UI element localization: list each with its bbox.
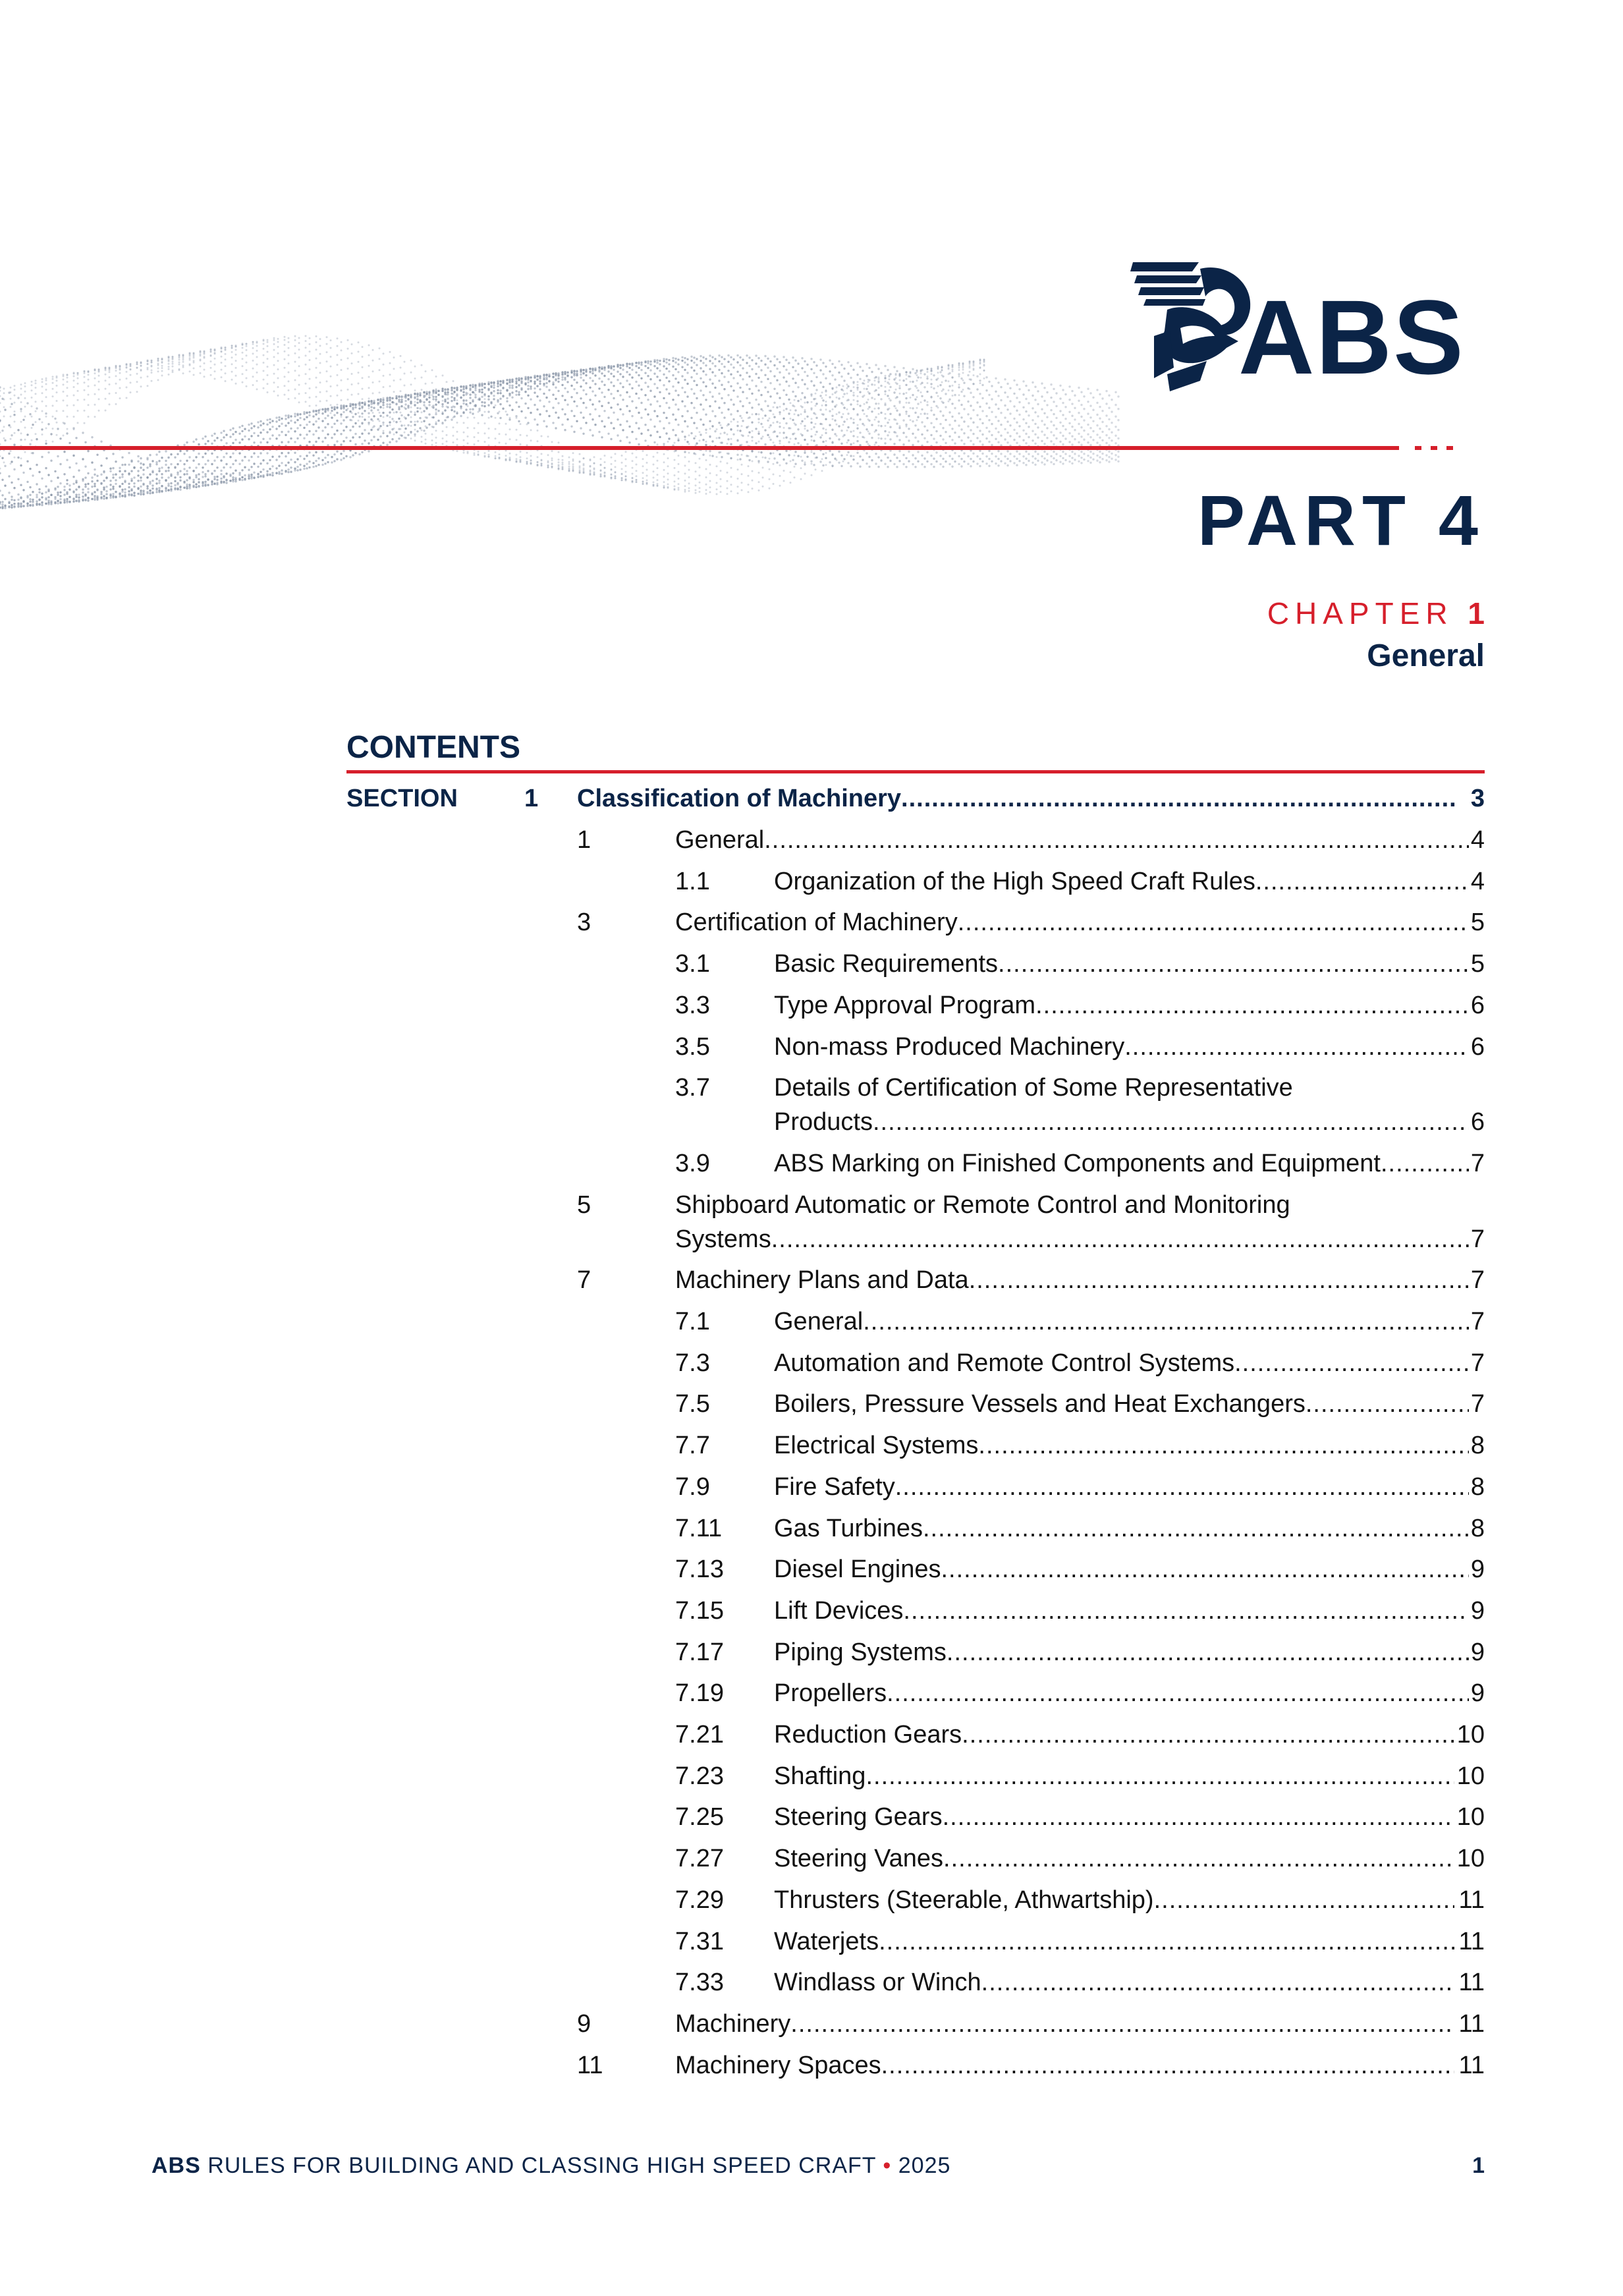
- toc-entry-page: 6: [1470, 988, 1485, 1022]
- toc-entry-number: 7: [577, 1266, 591, 1295]
- toc-entry-title: Steering Gears .....: [774, 1800, 1454, 1834]
- toc-entry-title: Gas Turbines .....: [774, 1511, 1469, 1546]
- toc-entry-page: 9: [1470, 1635, 1485, 1669]
- dotted-wave-decoration: [0, 244, 1120, 613]
- toc-entry-number: 7.9: [675, 1472, 710, 1501]
- footer-year: 2025: [898, 2153, 951, 2178]
- toc-entry-title: Windlass or Winch .....: [774, 1965, 1454, 2000]
- toc-entry-page: 5: [1470, 947, 1485, 981]
- toc-entry-page: 7: [1470, 1387, 1485, 1421]
- toc-entry-page: 4: [1470, 864, 1485, 899]
- contents-title: CONTENTS: [346, 730, 520, 765]
- toc-entry-page: 8: [1470, 1511, 1485, 1546]
- toc-entry-number: 3.1: [675, 950, 710, 978]
- toc-entry-number: 11: [577, 2051, 603, 2079]
- toc-entry-page: 11: [1458, 2048, 1485, 2083]
- footer-brand: ABS: [151, 2153, 201, 2178]
- toc-entry-page: 8: [1470, 1428, 1485, 1463]
- section-word: SECTION: [346, 785, 458, 812]
- section-title: Classification of Machinery .....: [577, 781, 1458, 816]
- section-page: 3: [1470, 781, 1485, 816]
- toc-entry-number: 7.25: [675, 1803, 724, 1832]
- toc-entry-number: 7.17: [675, 1638, 724, 1666]
- footer-bullet: •: [883, 2153, 892, 2178]
- toc-entry-page: 11: [1458, 1965, 1485, 2000]
- toc-entry-title: Lift Devices .....: [774, 1594, 1469, 1628]
- toc-entry-title: ABS Marking on Finished Components and Equipment .....: [774, 1146, 1469, 1181]
- toc-entry-title: General .....: [774, 1304, 1469, 1339]
- toc-entry-page: 9: [1470, 1552, 1485, 1586]
- page-footer: [151, 2154, 950, 2177]
- chapter-word: CHAPTER: [1267, 596, 1454, 630]
- toc-entry-title: Fire Safety .....: [774, 1470, 1469, 1504]
- toc-entry-page: 11: [1458, 1883, 1485, 1917]
- rule-dot: [1446, 446, 1453, 450]
- toc-entry-page: 10: [1456, 1841, 1485, 1876]
- toc-entry-title: Waterjets .....: [774, 1924, 1454, 1959]
- header-rule: [0, 446, 1399, 450]
- toc-entry-number: 3.7: [675, 1074, 710, 1102]
- rule-dot: [1431, 446, 1437, 450]
- toc-entry-title: Systems .....: [675, 1222, 1469, 1256]
- toc-entry-page: 7: [1470, 1346, 1485, 1380]
- toc-entry-title: Piping Systems .....: [774, 1635, 1469, 1669]
- chapter-heading: [1267, 598, 1485, 629]
- contents-rule: [346, 770, 1485, 773]
- toc-entry-number: 7.11: [675, 1514, 723, 1542]
- toc-entry-number: 1.1: [675, 867, 710, 895]
- toc-entry-title: Reduction Gears .....: [774, 1718, 1454, 1752]
- toc-entry-number: 7.21: [675, 1721, 724, 1749]
- toc-entry-number: 3.3: [675, 991, 710, 1019]
- toc-entry-title: Diesel Engines .....: [774, 1552, 1469, 1586]
- toc-entry-number: 7.29: [675, 1886, 724, 1914]
- toc-entry-number: 7.33: [675, 1969, 724, 1997]
- toc-entry-number: 9: [577, 2009, 591, 2038]
- toc-entry-title: Certification of Machinery .....: [675, 905, 1469, 939]
- toc-entry-number: 7.13: [675, 1555, 724, 1584]
- toc-entry-number: 7.1: [675, 1308, 710, 1335]
- toc-entry-page: 11: [1458, 2007, 1485, 2041]
- toc-entry-title: Products .....: [774, 1105, 1469, 1139]
- toc-entry-title-line1: Details of Certification of Some Representative: [774, 1074, 1293, 1102]
- toc-entry-page: 6: [1470, 1030, 1485, 1064]
- chapter-name: General: [1367, 638, 1485, 673]
- toc-entry-page: 8: [1470, 1470, 1485, 1504]
- toc-entry-title: Basic Requirements .....: [774, 947, 1469, 981]
- toc-entry-title: Type Approval Program .....: [774, 988, 1469, 1022]
- toc-entry-page: 7: [1470, 1263, 1485, 1297]
- toc-entry-title: Shafting .....: [774, 1759, 1454, 1793]
- part-title: PART 4: [1197, 480, 1485, 560]
- toc-entry-page: 4: [1470, 823, 1485, 857]
- toc-entry-page: 5: [1470, 905, 1485, 939]
- toc-entry-number: 7.5: [675, 1390, 710, 1418]
- toc-entry-title: Electrical Systems .....: [774, 1428, 1469, 1463]
- toc-entry-title: Automation and Remote Control Systems .....: [774, 1346, 1469, 1380]
- toc-entry-number: 7.7: [675, 1432, 710, 1460]
- rule-dot: [1415, 446, 1421, 450]
- toc-entry-page: 7: [1470, 1304, 1485, 1339]
- section-number: 1: [524, 785, 539, 812]
- toc-entry-title: General .....: [675, 823, 1469, 857]
- toc-entry-title: Thrusters (Steerable, Athwartship) .....: [774, 1883, 1454, 1917]
- toc-entry-title: Steering Vanes .....: [774, 1841, 1454, 1876]
- toc-entry-number: 5: [577, 1190, 591, 1219]
- toc-entry-number: 3.9: [675, 1149, 710, 1177]
- toc-entry-title: Machinery Plans and Data .....: [675, 1263, 1469, 1297]
- toc-entry-title: Machinery Spaces .....: [675, 2048, 1454, 2083]
- toc-entry-title: Propellers .....: [774, 1676, 1469, 1710]
- toc-entry-number: 3.5: [675, 1032, 710, 1061]
- toc-entry-title: Boilers, Pressure Vessels and Heat Exchangers .....: [774, 1387, 1469, 1421]
- footer-text: RULES FOR BUILDING AND CLASSING HIGH SPEED CRAFT: [207, 2153, 876, 2178]
- toc-entry-number: 1: [577, 826, 591, 854]
- toc-entry-page: 9: [1470, 1594, 1485, 1628]
- toc-entry-number: 7.15: [675, 1596, 724, 1625]
- toc-entry-number: 7.27: [675, 1845, 724, 1873]
- toc-entry-page: 7: [1470, 1222, 1485, 1256]
- toc-entry-number: 3: [577, 909, 591, 937]
- toc-entry-page: 7: [1470, 1146, 1485, 1181]
- toc-entry-number: 7.23: [675, 1762, 724, 1790]
- page-number: 1: [1472, 2153, 1485, 2178]
- toc-entry-page: 10: [1456, 1800, 1485, 1834]
- toc-entry-title: Machinery .....: [675, 2007, 1454, 2041]
- toc-entry-page: 10: [1456, 1718, 1485, 1752]
- toc-entry-page: 10: [1456, 1759, 1485, 1793]
- toc-entry-number: 7.19: [675, 1679, 724, 1708]
- toc-entry-number: 7.31: [675, 1927, 724, 1955]
- toc-entry-page: 9: [1470, 1676, 1485, 1710]
- abs-logo-text: ABS: [1238, 278, 1465, 396]
- toc-entry-number: 7.3: [675, 1349, 710, 1377]
- toc-entry-title: Non-mass Produced Machinery .....: [774, 1030, 1469, 1064]
- toc-entry-title: Organization of the High Speed Craft Rules .....: [774, 864, 1469, 899]
- toc-entry-page: 11: [1458, 1924, 1485, 1959]
- chapter-number: 1: [1468, 596, 1485, 630]
- toc-entry-page: 6: [1470, 1105, 1485, 1139]
- toc-entry-title-line1: Shipboard Automatic or Remote Control and Monitoring: [675, 1190, 1290, 1219]
